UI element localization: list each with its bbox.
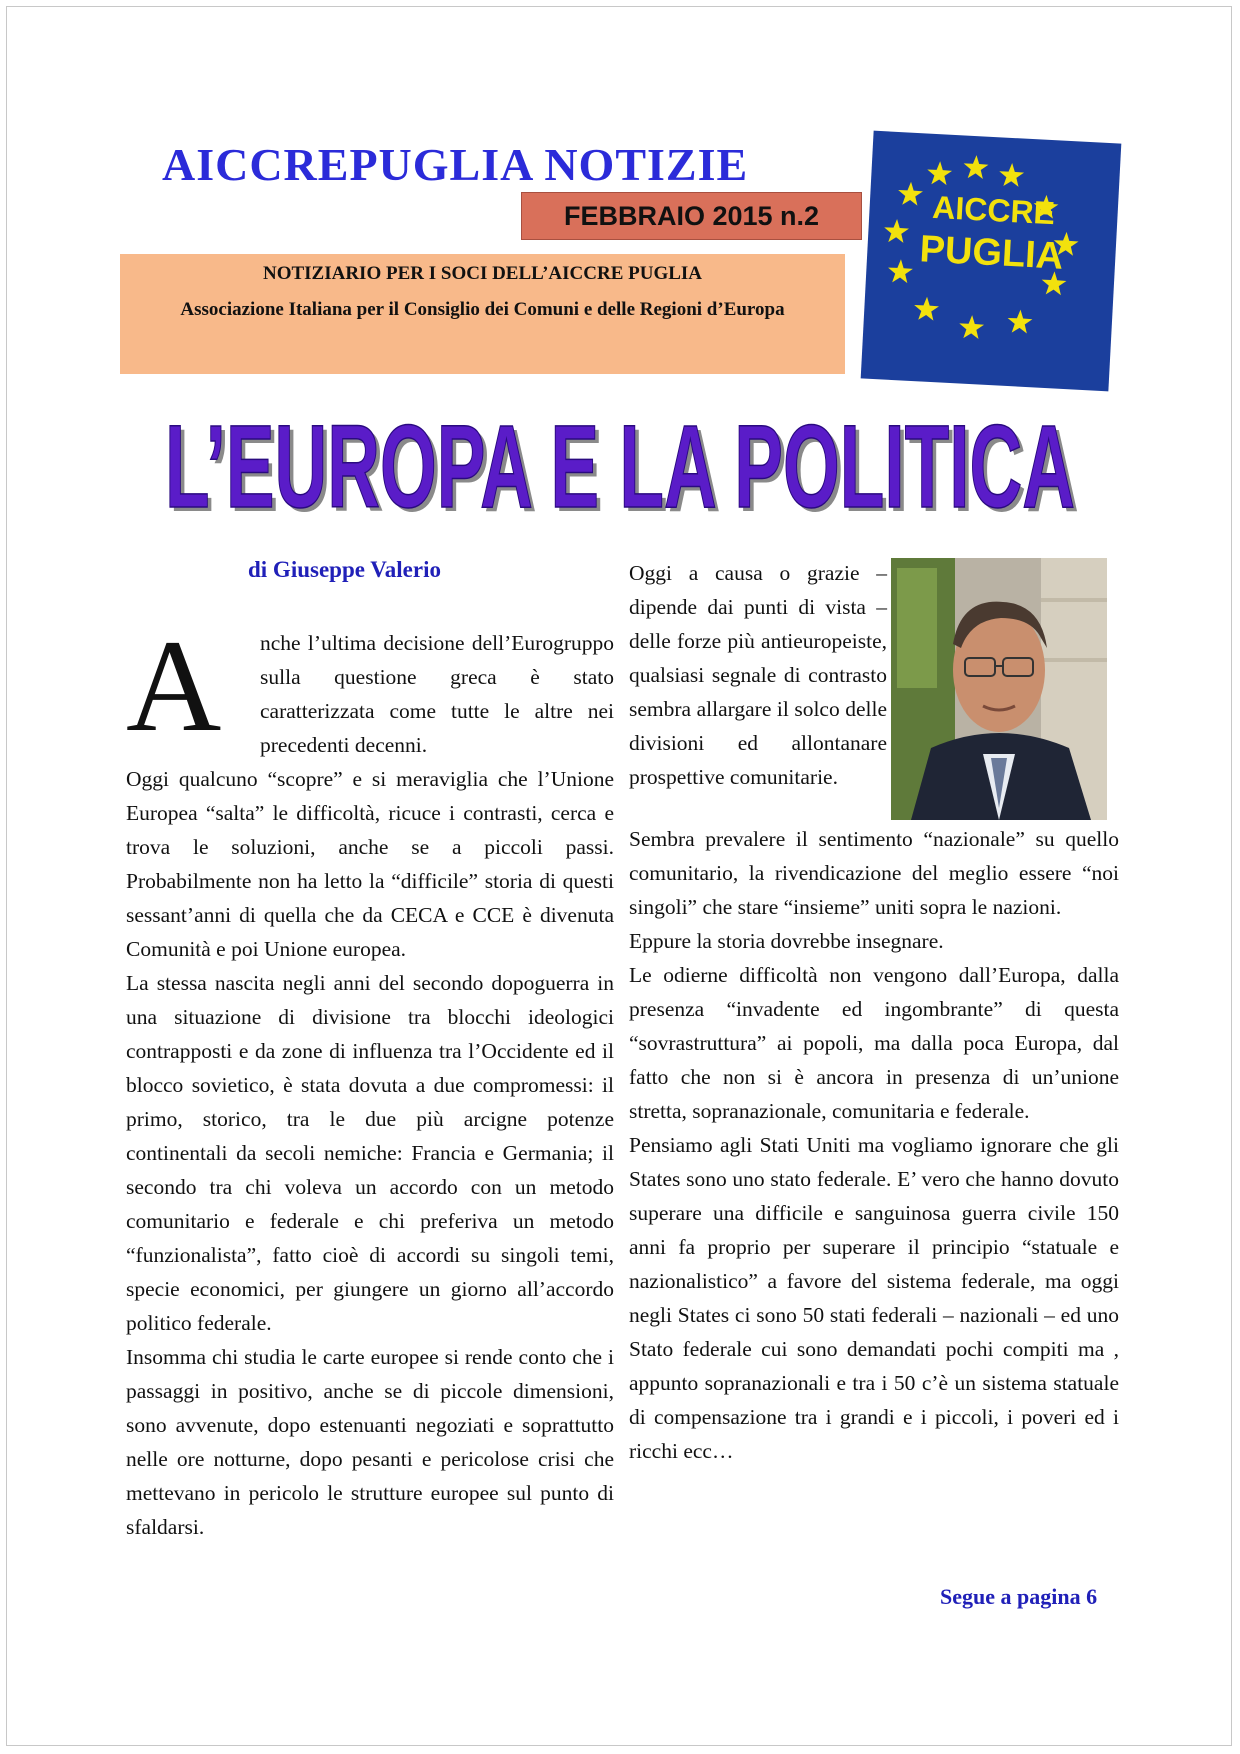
headline-shadow: L’EUROPA E LA POLITICA — [169, 405, 1079, 528]
subtitle-line-1: NOTIZIARIO PER I SOCI DELL’AICCRE PUGLIA — [262, 263, 703, 284]
headline-text: L’EUROPA E LA POLITICA — [165, 401, 1075, 528]
byline: di Giuseppe Valerio — [248, 557, 441, 582]
issue-text: FEBBRAIO 2015 n.2 — [563, 200, 820, 231]
logo-flag — [861, 131, 1122, 392]
article-right-intro: Oggi a causa o grazie – dipende dai punti di vista – delle forze più antieuropeiste, qualsiasi segnale di contrasto sembra allargare il solco delle divisioni ed allontanare prospettive comunitarie. — [629, 561, 887, 789]
article-paragraph: Pensiamo agli Stati Uniti ma vogliamo ignorare che gli States sono uno stato federale. E’ vero che hanno dovuto superare una difficile e sanguinosa guerra civile 150 anni fa proprio per superare il principio “statuale e nazionalistico” a favore del sistema federale, ma oggi negli States ci sono 50 stati federali – nazionali – ed uno Stato federale cui sono demandati pochi compiti ma , appunto sopranazionali e tra i 50 c’è un sistema statuale di compensazione tra i grandi e i piccoli, i poveri ed i ricchi ecc… — [629, 1133, 1119, 1463]
headline — [0, 398, 1240, 528]
article-column-left — [126, 762, 614, 1544]
masthead-title: AICCREPUGLIA NOTIZIE — [162, 139, 749, 190]
article-paragraph: Le odierne difficoltà non vengono dall’Europa, dalla presenza “invadente ed ingombrante” di questa “sovrastruttura” ai popoli, ma dalla poca Europa, dal fatto che non si è ancora in presenza di un’unione stretta, sopranazionale, comunitaria e federale. — [629, 963, 1119, 1123]
continued-link[interactable]: Segue a pagina 6 — [940, 1584, 1098, 1609]
article-lead-paragraph — [126, 612, 614, 762]
article-column-right — [629, 822, 1119, 1468]
logo-graphic — [861, 131, 1122, 392]
author-photo — [891, 558, 1107, 820]
article-paragraph: Sembra prevalere il sentimento “nazionale” su quello comunitario, la rivendicazione del meglio essere “noi singoli” che stare “insieme” uniti sopra le nazioni. — [629, 827, 1119, 919]
headline-graphic — [150, 398, 1090, 528]
article-paragraph: Insomma chi studia le carte europee si rende conto che i passaggi in positivo, anche se di piccole dimensioni, sono avvenute, dopo estenuanti negoziati e soprattutto nelle ore notturne, dopo pesanti e pericolose crisi che mettevano in pericolo le strutture europee sul punto di sfaldarsi. — [126, 1345, 614, 1539]
drop-cap: A — [126, 612, 222, 759]
logo-text-puglia: PUGLIA — [918, 228, 1065, 278]
lead-text: nche l’ultima decisione dell’Eurogruppo sulla questione greca è stato caratterizzata come tutte le altre nei precedenti decenni. — [260, 631, 614, 757]
article-paragraph: Oggi qualcuno “scopre” e si meraviglia che l’Unione Europea “salta” le difficoltà, ricuce i contrasti, cerca e trova le soluzioni, anche se a piccoli passi. Probabilmente non ha letto la “difficile” storia di questi sessant’anni di quella che da CECA e CCE è divenuta Comunità e poi Unione europea. — [126, 767, 614, 961]
article-paragraph: Eppure la storia dovrebbe insegnare. — [629, 929, 944, 953]
issue-label — [521, 192, 862, 240]
subtitle-box — [120, 254, 845, 374]
logo-text-aiccre: AICCRE — [931, 188, 1056, 232]
subtitle-line-2: Associazione Italiana per il Consiglio dei Comuni e delle Regioni d’Europa — [180, 299, 785, 320]
portrait-image — [891, 558, 1107, 820]
article-paragraph: La stessa nascita negli anni del secondo dopoguerra in una situazione di divisione tra blocchi ideologici contrapposti e da zone di influenza tra l’Occidente ed il blocco sovietico, è stata dovuta a due compromessi: il primo, storico, tra le due più arcigne potenze continentali da secoli nemiche: Francia e Germania; il secondo tra chi voleva un accordo con un metodo comunitario e federale e chi preferiva un metodo “funzionalista”, fatto cioè di accordi su singoli temi, specie economici, per giungere un giorno all’accordo politico federale. — [126, 971, 614, 1335]
aiccre-puglia-logo — [855, 125, 1127, 397]
